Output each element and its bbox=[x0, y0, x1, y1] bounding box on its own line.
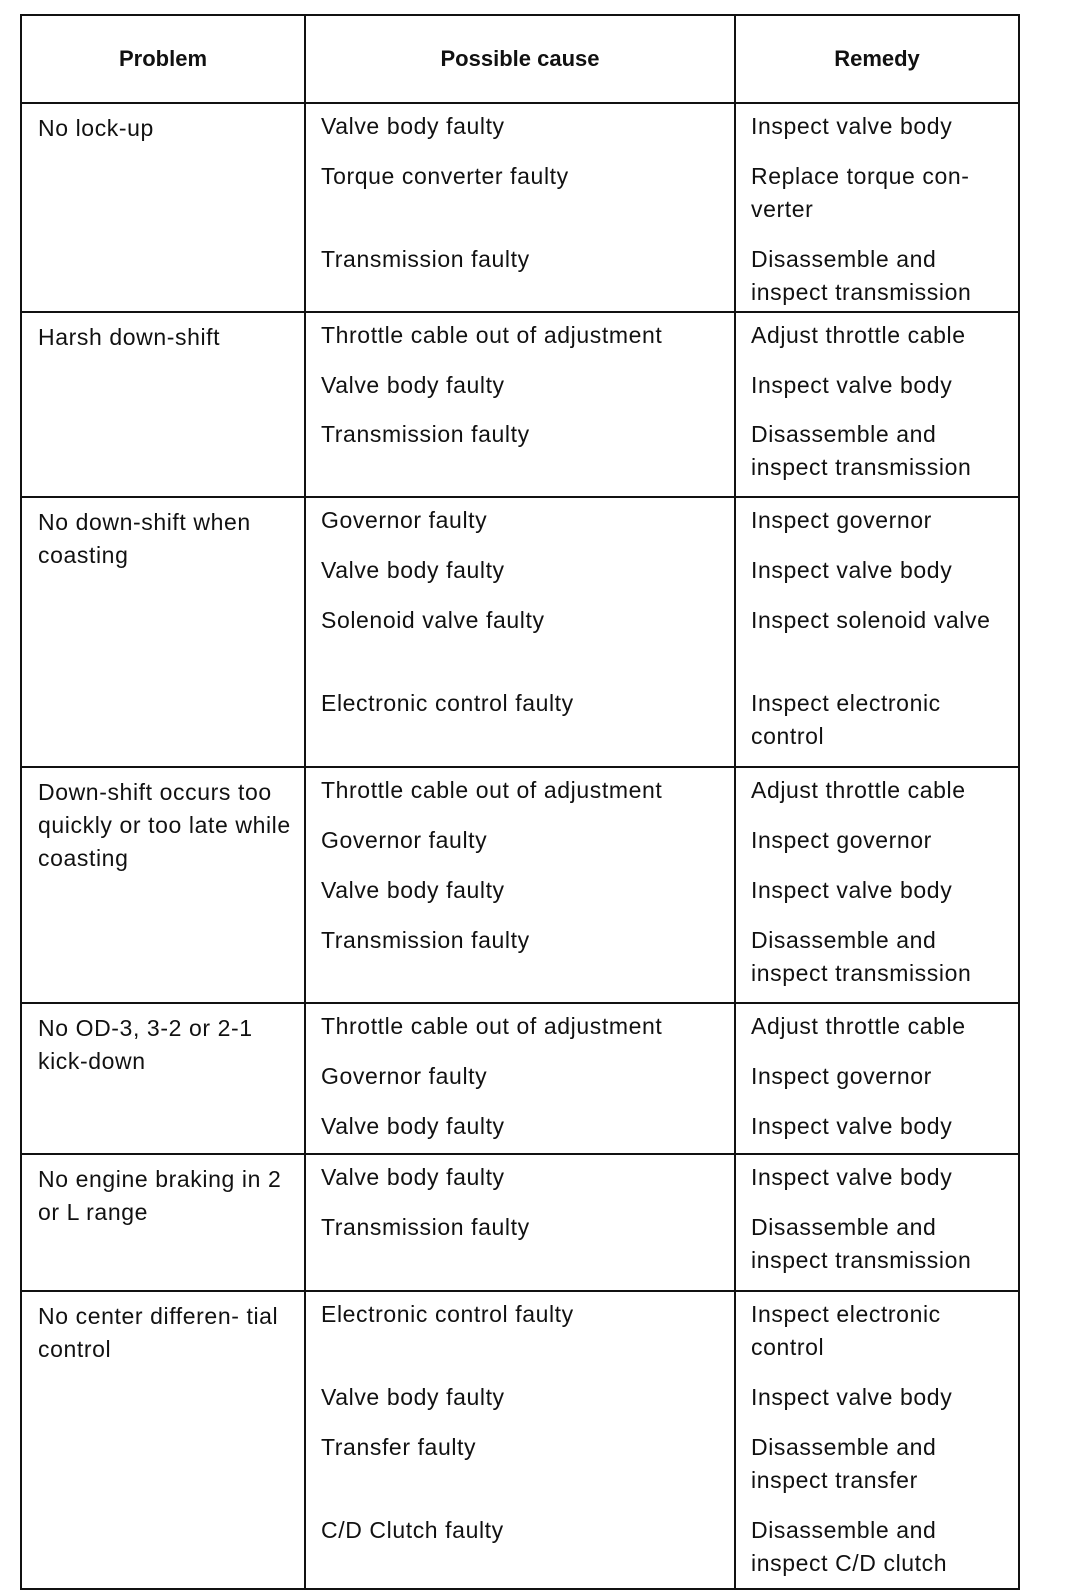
remedy-cell bbox=[735, 1291, 1019, 1375]
remedy-text: Adjust throttle cable bbox=[751, 322, 966, 348]
cause-text: Transmission faulty bbox=[321, 1214, 530, 1240]
cause-text: Governor faulty bbox=[321, 827, 488, 853]
cause-cell bbox=[305, 1508, 735, 1589]
remedy-text: Inspect valve body bbox=[751, 1384, 953, 1410]
problem-text: Down-shift occurs too quickly or too late while coasting bbox=[38, 779, 291, 871]
cause-text: Valve body faulty bbox=[321, 1384, 505, 1410]
remedy-cell bbox=[735, 598, 1019, 681]
remedy-cell bbox=[735, 868, 1019, 918]
cause-text: Governor faulty bbox=[321, 507, 488, 533]
remedy-text: Inspect solenoid valve bbox=[751, 607, 991, 633]
remedy-text: Disassemble and inspect transmission bbox=[751, 246, 972, 305]
table-row bbox=[21, 1154, 1019, 1205]
remedy-cell bbox=[735, 548, 1019, 598]
remedy-cell bbox=[735, 767, 1019, 818]
header-remedy: Remedy bbox=[735, 15, 1019, 103]
problem-cell bbox=[21, 312, 305, 497]
cause-text: Valve body faulty bbox=[321, 877, 505, 903]
cause-cell bbox=[305, 363, 735, 412]
remedy-cell bbox=[735, 1054, 1019, 1104]
remedy-text: Inspect valve body bbox=[751, 877, 953, 903]
cause-cell bbox=[305, 497, 735, 548]
cause-cell bbox=[305, 1425, 735, 1508]
cause-text: Transmission faulty bbox=[321, 421, 530, 447]
remedy-cell bbox=[735, 918, 1019, 1003]
remedy-text: Adjust throttle cable bbox=[751, 777, 966, 803]
cause-text: Transmission faulty bbox=[321, 927, 530, 953]
table-row bbox=[21, 103, 1019, 154]
remedy-text: Disassemble and inspect transmission bbox=[751, 421, 972, 480]
table-row bbox=[21, 1291, 1019, 1375]
cause-cell bbox=[305, 818, 735, 868]
cause-cell bbox=[305, 237, 735, 312]
cause-cell bbox=[305, 918, 735, 1003]
problem-cell bbox=[21, 1154, 305, 1291]
cause-cell bbox=[305, 1054, 735, 1104]
cause-cell bbox=[305, 1003, 735, 1054]
remedy-text: Inspect valve body bbox=[751, 557, 953, 583]
remedy-text: Inspect electronic control bbox=[751, 1301, 941, 1360]
cause-cell bbox=[305, 1154, 735, 1205]
remedy-text: Inspect valve body bbox=[751, 113, 953, 139]
table-row bbox=[21, 1003, 1019, 1054]
cause-text: Transmission faulty bbox=[321, 246, 530, 272]
remedy-cell bbox=[735, 154, 1019, 237]
problem-cell bbox=[21, 497, 305, 767]
remedy-cell bbox=[735, 1154, 1019, 1205]
cause-text: Valve body faulty bbox=[321, 1164, 505, 1190]
problem-text: No center differen- tial control bbox=[38, 1303, 279, 1362]
remedy-text: Disassemble and inspect C/D clutch bbox=[751, 1517, 948, 1576]
remedy-cell bbox=[735, 497, 1019, 548]
header-row bbox=[21, 15, 1019, 103]
cause-text: C/D Clutch faulty bbox=[321, 1517, 504, 1543]
cause-cell bbox=[305, 1375, 735, 1425]
problem-cell bbox=[21, 1291, 305, 1589]
cause-cell bbox=[305, 767, 735, 818]
remedy-cell bbox=[735, 1425, 1019, 1508]
remedy-text: Disassemble and inspect transmission bbox=[751, 927, 972, 986]
cause-cell bbox=[305, 868, 735, 918]
cause-text: Throttle cable out of adjustment bbox=[321, 1013, 663, 1039]
table-row bbox=[21, 312, 1019, 363]
troubleshooting-table bbox=[20, 14, 1020, 1590]
cause-cell bbox=[305, 548, 735, 598]
problem-text: No OD-3, 3-2 or 2-1 kick-down bbox=[38, 1015, 253, 1074]
cause-cell bbox=[305, 154, 735, 237]
table-body bbox=[21, 103, 1019, 1589]
cause-text: Valve body faulty bbox=[321, 372, 505, 398]
problem-text: Harsh down-shift bbox=[38, 324, 221, 350]
remedy-text: Adjust throttle cable bbox=[751, 1013, 966, 1039]
table-row bbox=[21, 767, 1019, 818]
cause-text: Throttle cable out of adjustment bbox=[321, 322, 663, 348]
cause-cell bbox=[305, 1205, 735, 1291]
remedy-cell bbox=[735, 1508, 1019, 1589]
remedy-text: Inspect valve body bbox=[751, 372, 953, 398]
remedy-cell bbox=[735, 1375, 1019, 1425]
cause-text: Valve body faulty bbox=[321, 557, 505, 583]
problem-cell bbox=[21, 767, 305, 1003]
cause-text: Governor faulty bbox=[321, 1063, 488, 1089]
remedy-text: Inspect valve body bbox=[751, 1113, 953, 1139]
problem-text: No lock-up bbox=[38, 115, 154, 141]
cause-cell bbox=[305, 681, 735, 767]
remedy-text: Replace torque con- verter bbox=[751, 163, 970, 222]
cause-cell bbox=[305, 103, 735, 154]
header-possible-cause: Possible cause bbox=[305, 15, 735, 103]
cause-text: Electronic control faulty bbox=[321, 1301, 574, 1327]
remedy-cell bbox=[735, 681, 1019, 767]
cause-text: Torque converter faulty bbox=[321, 163, 569, 189]
remedy-cell bbox=[735, 818, 1019, 868]
problem-text: No engine braking in 2 or L range bbox=[38, 1166, 282, 1225]
cause-cell bbox=[305, 412, 735, 497]
remedy-text: Inspect governor bbox=[751, 507, 932, 533]
remedy-text: Disassemble and inspect transfer bbox=[751, 1434, 937, 1493]
cause-cell bbox=[305, 598, 735, 681]
remedy-cell bbox=[735, 237, 1019, 312]
remedy-cell bbox=[735, 363, 1019, 412]
remedy-cell bbox=[735, 312, 1019, 363]
remedy-cell bbox=[735, 1003, 1019, 1054]
cause-text: Transfer faulty bbox=[321, 1434, 477, 1460]
remedy-cell bbox=[735, 1205, 1019, 1291]
problem-text: No down-shift when coasting bbox=[38, 509, 251, 568]
cause-text: Solenoid valve faulty bbox=[321, 607, 545, 633]
cause-cell bbox=[305, 1291, 735, 1375]
cause-cell bbox=[305, 1104, 735, 1154]
remedy-cell bbox=[735, 1104, 1019, 1154]
problem-cell bbox=[21, 103, 305, 312]
cause-text: Valve body faulty bbox=[321, 1113, 505, 1139]
remedy-text: Inspect electronic control bbox=[751, 690, 941, 749]
remedy-text: Inspect governor bbox=[751, 827, 932, 853]
remedy-text: Inspect governor bbox=[751, 1063, 932, 1089]
remedy-text: Inspect valve body bbox=[751, 1164, 953, 1190]
problem-cell bbox=[21, 1003, 305, 1154]
header-problem: Problem bbox=[21, 15, 305, 103]
cause-cell bbox=[305, 312, 735, 363]
cause-text: Electronic control faulty bbox=[321, 690, 574, 716]
remedy-cell bbox=[735, 412, 1019, 497]
table-row bbox=[21, 497, 1019, 548]
cause-text: Valve body faulty bbox=[321, 113, 505, 139]
cause-text: Throttle cable out of adjustment bbox=[321, 777, 663, 803]
remedy-text: Disassemble and inspect transmission bbox=[751, 1214, 972, 1273]
remedy-cell bbox=[735, 103, 1019, 154]
